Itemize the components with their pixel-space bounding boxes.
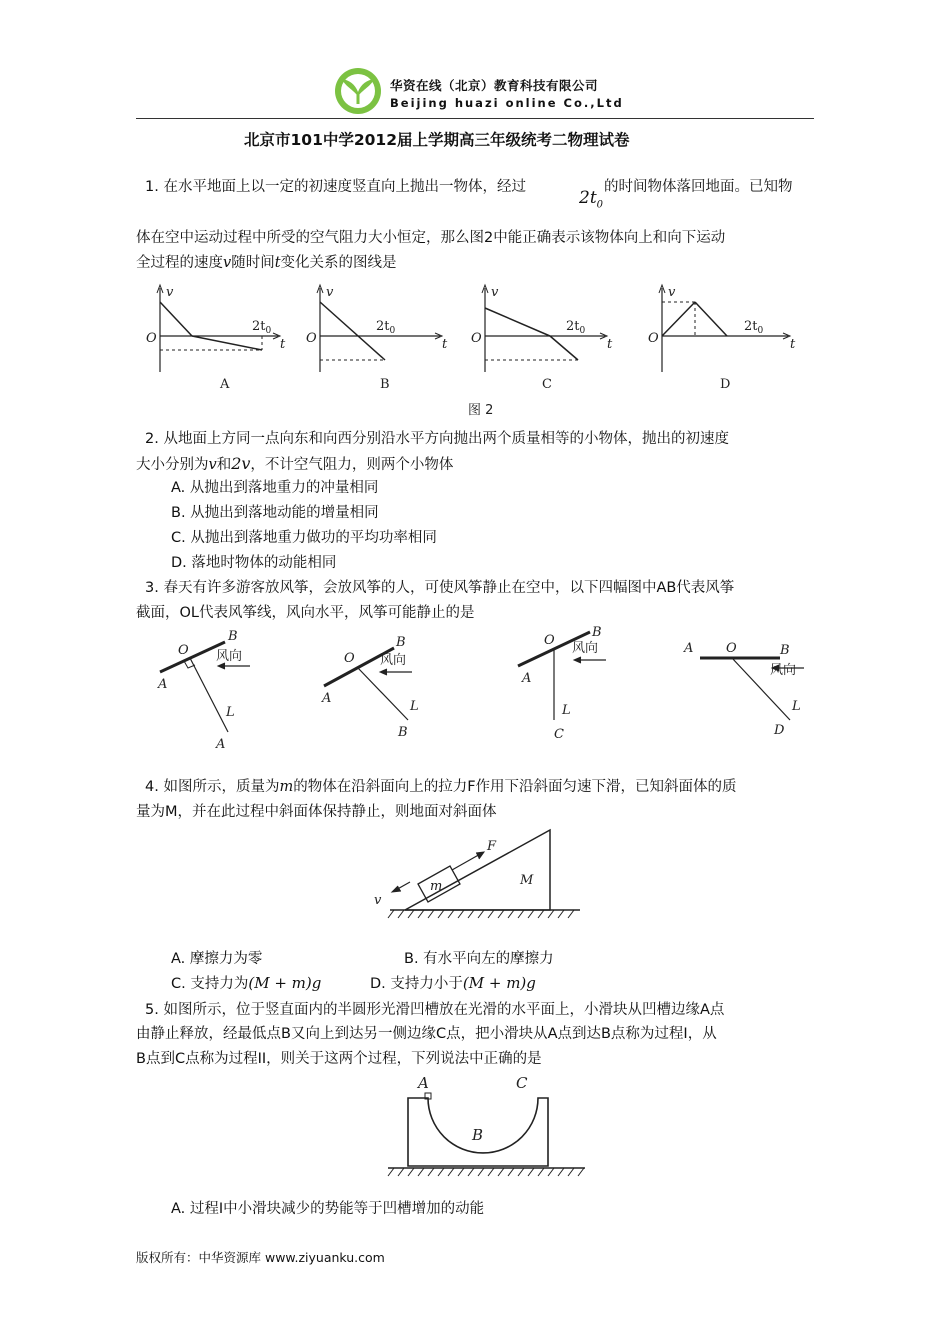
graph-c xyxy=(471,285,613,392)
svg-text:C: C xyxy=(516,1074,528,1092)
svg-text:t: t xyxy=(790,337,796,352)
q3-figure xyxy=(140,622,810,752)
q5-option-a: A. 过程I中小滑块减少的势能等于凹槽增加的动能 xyxy=(171,1201,485,1217)
svg-text:v: v xyxy=(326,285,334,300)
page-title: 北京市101中学2012届上学期高三年级统考二物理试卷 xyxy=(244,131,630,149)
svg-text:2t0: $2t_0$ xyxy=(744,319,764,336)
q1-figure xyxy=(140,280,810,420)
q4-option-d: D. 支持力小于(M + m)g xyxy=(370,974,536,992)
svg-text:t: t xyxy=(280,337,286,352)
svg-text:C: C xyxy=(554,727,564,742)
svg-text:A: A xyxy=(216,737,226,752)
q1-line1-end: 的时间物体落回地面。已知物 xyxy=(604,179,793,195)
header-rule xyxy=(136,118,814,119)
svg-text:风向: 风向 xyxy=(770,663,797,678)
svg-text:A: A xyxy=(158,677,168,692)
svg-text:O: O xyxy=(648,331,659,346)
q1-text-a: 1. 在水平地面上以一定的初速度竖直向上抛出一物体，经过 xyxy=(145,179,526,195)
svg-text:t: t xyxy=(442,337,448,352)
svg-text:L: L xyxy=(792,699,801,714)
svg-text:v: v xyxy=(668,285,676,300)
q4-option-c: C. 支持力为(M + m)g xyxy=(171,974,322,992)
svg-text:B: B xyxy=(780,643,790,658)
footer-copyright: 版权所有：中华资源库 www.ziyuanku.com xyxy=(136,1250,385,1265)
q2-line1: 2. 从地面上方同一点向东和向西分别沿水平方向抛出两个质量相等的小物体，抛出的初速度 xyxy=(145,431,729,447)
company-name-cn: 华资在线（北京）教育科技有限公司 xyxy=(390,78,599,93)
q1-line3: 全过程的速度v随时间t变化关系的图线是 xyxy=(136,255,397,271)
svg-text:2t0: $2t_0$ xyxy=(252,319,272,336)
q4-line1: 4. 如图所示，质量为m的物体在沿斜面向上的拉力F作用下沿斜面匀速下滑，已知斜面体的质 xyxy=(145,779,737,795)
svg-text:B: B xyxy=(592,625,602,640)
svg-text:v: v xyxy=(491,285,499,300)
svg-text:m: m xyxy=(430,879,443,894)
q2-option-a: A. 从抛出到落地重力的冲量相同 xyxy=(171,480,379,496)
svg-text:B: B xyxy=(398,725,408,740)
svg-text:A: A xyxy=(418,1074,429,1092)
q5-line2: 由静止释放，经最低点B又向上到达另一侧边缘C点，把小滑块从A点到达B点称为过程I，从 xyxy=(136,1026,717,1042)
svg-text:v: v xyxy=(374,893,382,908)
svg-text:t: t xyxy=(607,337,613,352)
figure-caption: 图 2 xyxy=(468,403,494,418)
svg-text:F: F xyxy=(487,839,497,854)
q2-option-c: C. 从抛出到落地重力做功的平均功率相同 xyxy=(171,530,437,546)
svg-text:B: B xyxy=(380,377,390,392)
svg-text:2t0: $2t_0$ xyxy=(566,319,586,336)
svg-text:A: A xyxy=(522,671,532,686)
svg-text:O: O xyxy=(726,641,737,656)
svg-text:B: B xyxy=(228,629,238,644)
svg-text:O: O xyxy=(544,633,555,648)
q4-figure xyxy=(360,822,590,932)
q3-line1: 3. 春天有许多游客放风筝，会放风筝的人，可使风筝静止在空中，以下四幅图中AB代表风筝 xyxy=(145,580,735,596)
svg-text:O: O xyxy=(178,643,189,658)
q5-line1: 5. 如图所示，位于竖直面内的半圆形光滑凹槽放在光滑的水平面上，小滑块从凹槽边缘A点 xyxy=(145,1002,725,1018)
svg-text:A: A xyxy=(220,377,230,392)
svg-text:O: O xyxy=(344,651,355,666)
svg-text:O: O xyxy=(471,331,482,346)
svg-text:2t0: $2t_0$ xyxy=(376,319,396,336)
q1-line1 xyxy=(145,175,526,200)
svg-text:B: B xyxy=(396,635,406,650)
company-name-en: Beijing huazi online Co.,Ltd xyxy=(390,96,624,110)
svg-text:L: L xyxy=(226,705,235,720)
graph-b xyxy=(306,285,448,392)
graph-a xyxy=(146,285,286,392)
svg-text:D: D xyxy=(774,723,785,738)
kite-a xyxy=(157,629,250,752)
q1-time-2t0: $2t_0$ xyxy=(579,188,604,211)
q2-option-d: D. 落地时物体的动能相同 xyxy=(171,555,337,571)
svg-text:风向: 风向 xyxy=(216,649,243,664)
svg-text:L: L xyxy=(562,703,571,718)
svg-text:O: O xyxy=(306,331,317,346)
svg-text:风向: 风向 xyxy=(380,653,407,668)
kite-b xyxy=(321,635,419,740)
svg-text:风向: 风向 xyxy=(572,641,599,656)
svg-text:A: A xyxy=(684,641,694,656)
svg-text:A: A xyxy=(322,691,332,706)
kite-d xyxy=(683,641,804,738)
q3-line2: 截面，OL代表风筝线，风向水平，风筝可能静止的是 xyxy=(136,605,475,621)
q4-option-a: A. 摩擦力为零 xyxy=(171,951,263,967)
header xyxy=(0,0,950,125)
q5-figure xyxy=(380,1068,600,1178)
q1-line2: 体在空中运动过程中所受的空气阻力大小恒定，那么图2中能正确表示该物体向上和向下运动 xyxy=(136,230,726,246)
svg-text:C: C xyxy=(542,377,552,392)
q2-line2: 大小分别为v和2v，不计空气阻力，则两个小物体 xyxy=(136,454,454,473)
company-logo xyxy=(333,66,383,116)
svg-text:B: B xyxy=(472,1126,484,1144)
q4-line2: 量为M，并在此过程中斜面体保持静止，则地面对斜面体 xyxy=(136,804,497,820)
q5-line3: B点到C点称为过程II，则关于这两个过程，下列说法中正确的是 xyxy=(136,1051,542,1067)
svg-text:D: D xyxy=(720,377,731,392)
svg-text:M: M xyxy=(520,873,534,888)
svg-text:O: O xyxy=(146,331,157,346)
svg-text:v: v xyxy=(166,285,174,300)
kite-c xyxy=(518,625,606,742)
svg-text:L: L xyxy=(410,699,419,714)
q2-option-b: B. 从抛出到落地动能的增量相同 xyxy=(171,505,379,521)
q4-option-b: B. 有水平向左的摩擦力 xyxy=(404,951,554,967)
graph-d xyxy=(648,285,796,392)
